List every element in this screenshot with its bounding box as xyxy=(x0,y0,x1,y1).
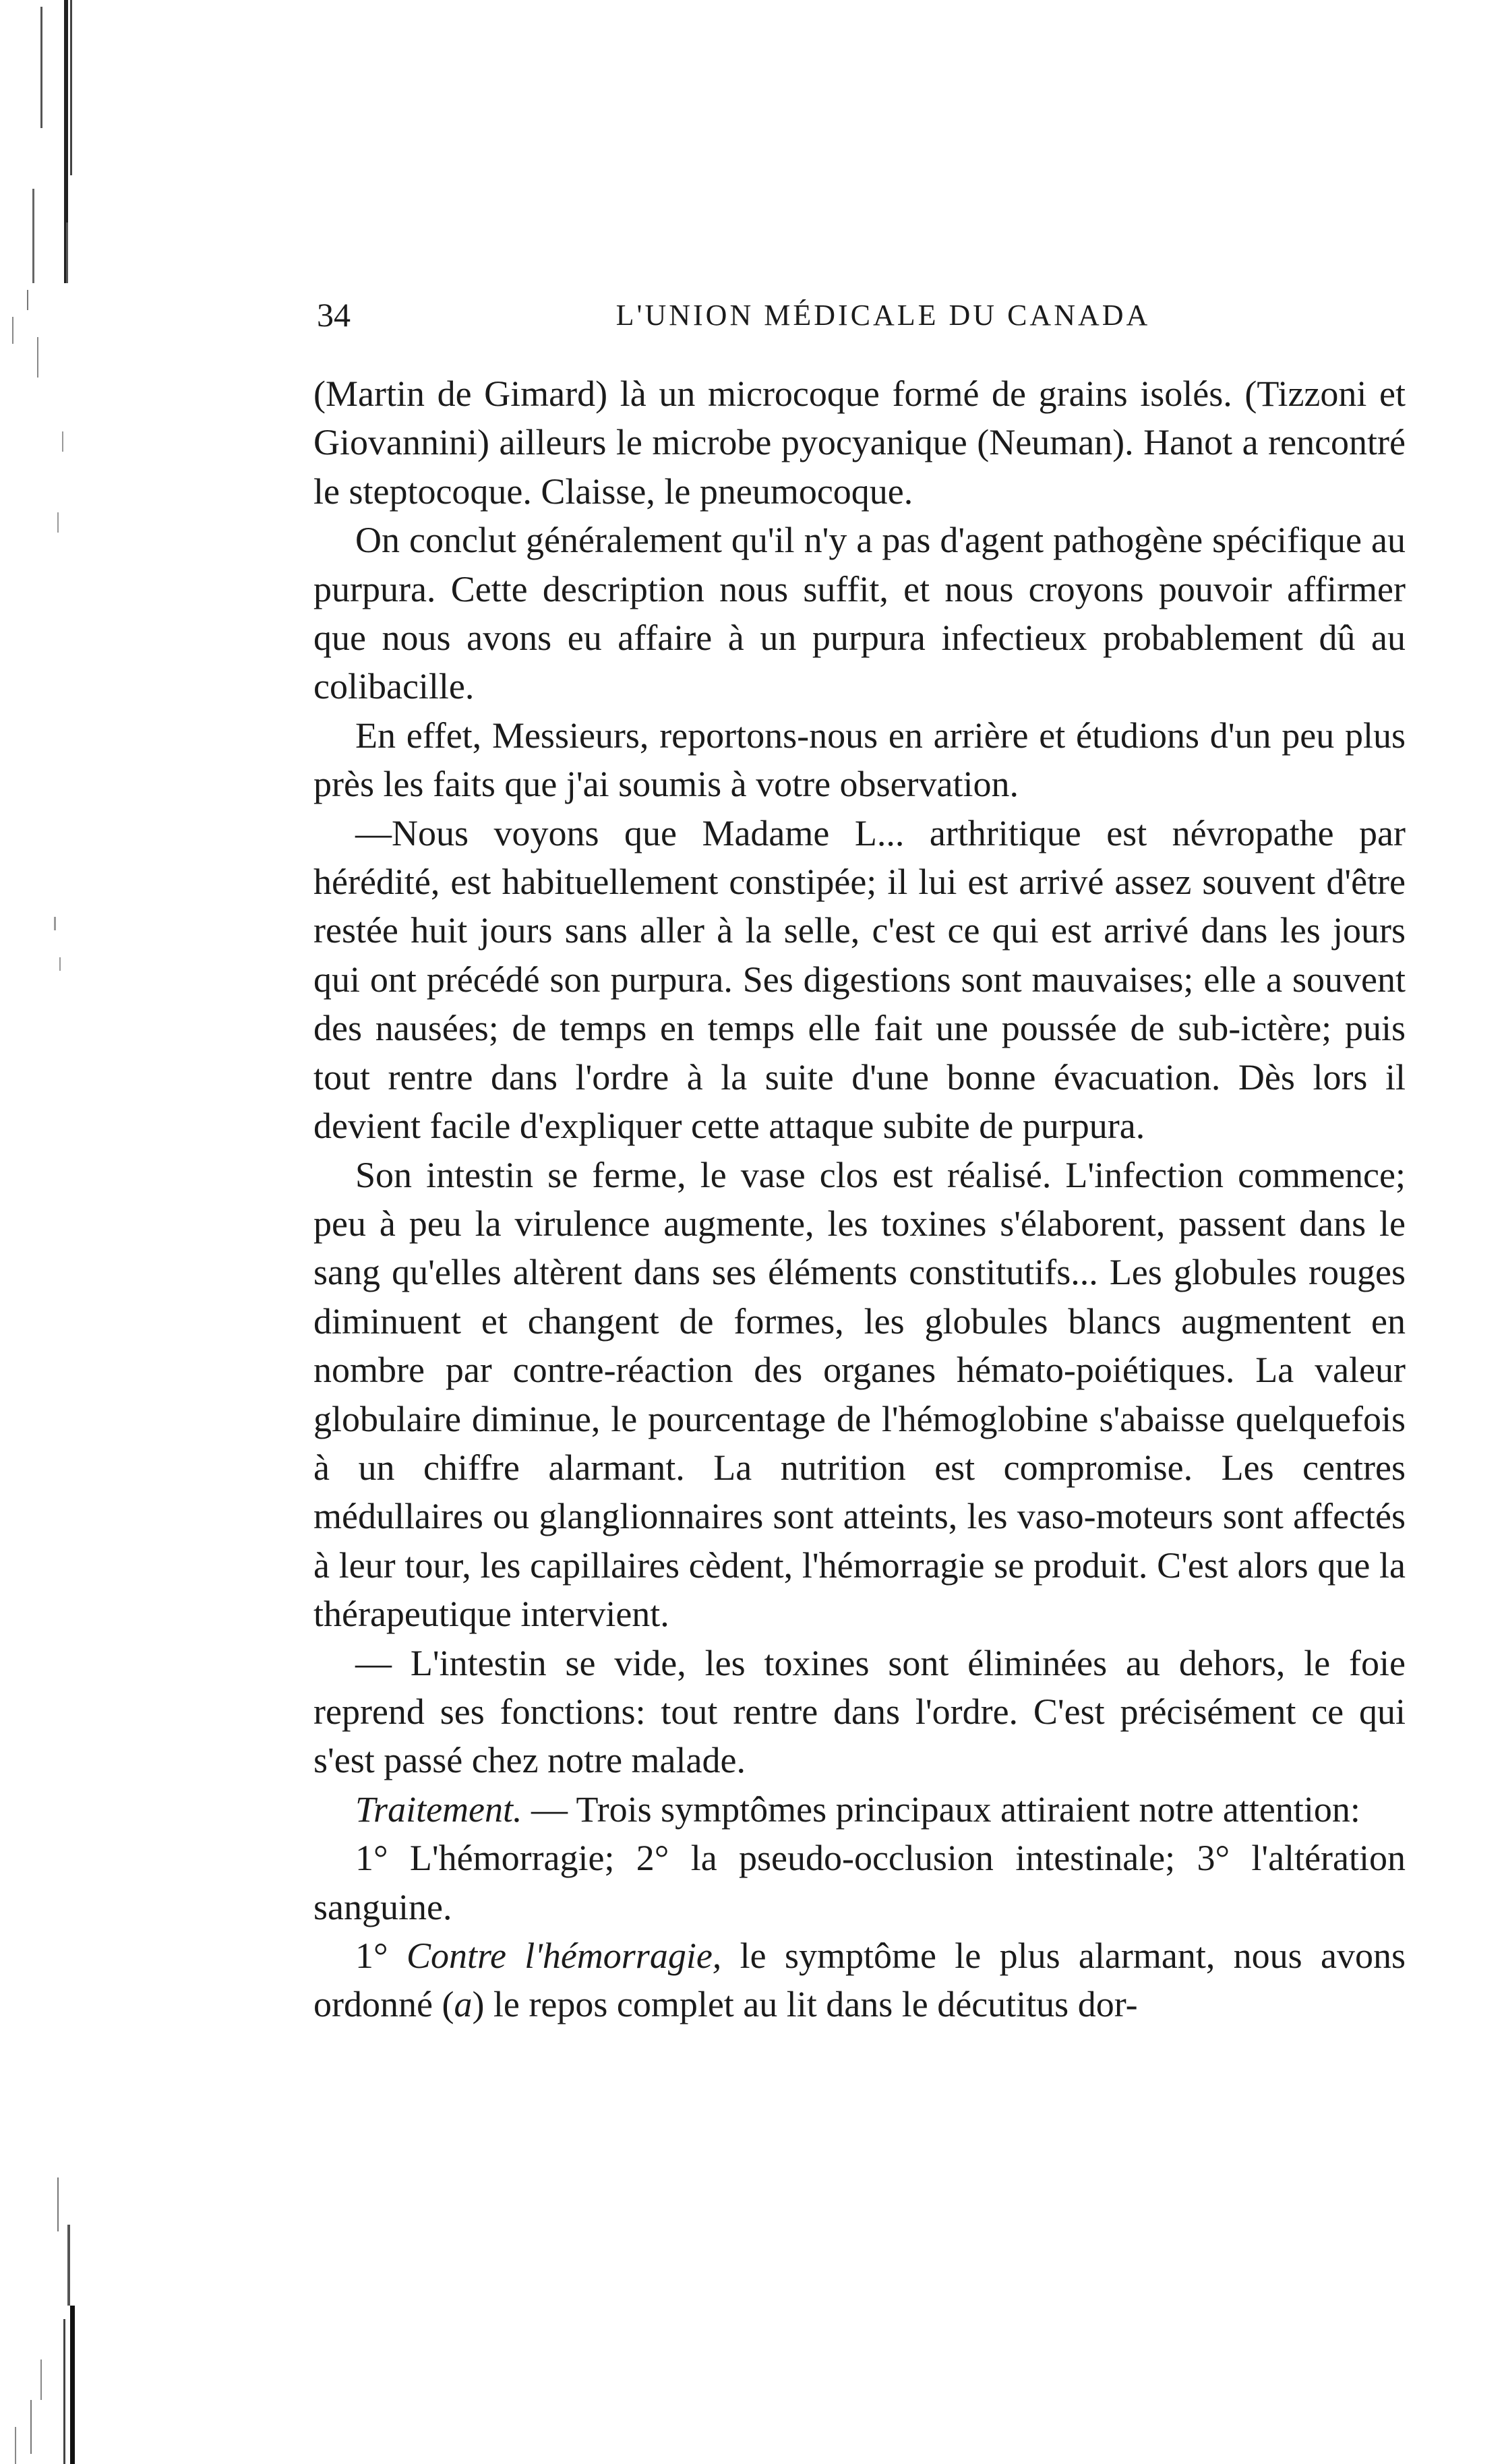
paragraph-text: le symptôme le plus alarmant, nous avons ordonné ( xyxy=(313,1935,1406,2025)
running-title: L'UNION MÉDICALE DU CANADA xyxy=(615,299,1151,332)
scan-margin-artifacts xyxy=(0,0,94,2464)
paragraph: (Martin de Gimard) là un microcoque formé de grains isolés. (Tizzoni et Giovannini) ailleurs le microbe pyocyanique (Neuman). Hanot a rencontré le steptocoque. Claisse, le pneumocoque. xyxy=(313,373,1406,512)
symptoms-list: 1° L'hémorragie; 2° la pseudo-occlusion intestinale; 3° l'altération sanguine. xyxy=(313,1838,1406,1927)
treatment-text: — Trois symptômes principaux attiraient notre attention: xyxy=(522,1789,1360,1830)
enumeration-number: 1° xyxy=(355,1935,407,1976)
page-number: 34 xyxy=(317,296,351,334)
paragraph: — L'intestin se vide, les toxines sont éliminées au dehors, le foie reprend ses fonctions: tout rentre dans l'ordre. C'est précisément ce qui s'est passé chez notre malade. xyxy=(313,1642,1406,1781)
paragraph: En effet, Messieurs, reportons-nous en arrière et étudions d'un peu plus près les faits que j'ai soumis à votre observation. xyxy=(313,715,1406,805)
scan-edge-marks xyxy=(0,0,94,2464)
paragraph: On conclut généralement qu'il n'y a pas d'agent pathogène spécifique au purpura. Cette description nous suffit, et nous croyons pouvoir affirmer que nous avons eu affaire à un purpura infectieux probablement dû au colibacille. xyxy=(313,520,1406,707)
article-body xyxy=(313,369,1406,2029)
treatment-paragraph xyxy=(313,1785,1406,1834)
paragraph: —Nous voyons que Madame L... arthritique est névropathe par hérédité, est habituellement constipée; il lui est arrivé assez souvent d'être restée huit jours sans aller à la selle, c'est ce qui est arrivé dans les jours qui ont précédé son purpura. Ses digestions sont mauvaises; elle a souvent des nausées; de temps en temps elle fait une poussée de sub-ictère; puis tout rentre dans l'ordre à la suite d'une bonne évacuation. Dès lors il devient facile d'expliquer cette attaque subite de purpura. xyxy=(313,812,1406,1147)
subsection-heading: Contre l'hémorragie, xyxy=(406,1935,722,1976)
paragraph: Son intestin se ferme, le vase clos est réalisé. L'infection commence; peu à peu la virulence augmente, les toxines s'élaborent, passent dans le sang qu'elles altèrent dans ses éléments constitutifs... Les globules rouges diminuent et changent de formes, les globules blancs augmentent en nombre par contre-réaction des organes hémato-poiétiques. La valeur globulaire diminue, le pourcentage de l'hémoglobine s'abaisse quelquefois à un chiffre alarmant. La nutrition est compromise. Les centres médullaires ou glanglionnaires sont atteints, les vaso-moteurs sont affectés à leur tour, les capillaires cèdent, l'hémorragie se produit. C'est alors que la thérapeutique intervient. xyxy=(313,1154,1406,1635)
treatment-heading: Traitement. xyxy=(355,1789,522,1830)
list-letter: a xyxy=(454,1984,473,2025)
paragraph-text-end: ) le repos complet au lit dans le décutitus dor- xyxy=(472,1984,1138,2025)
running-header xyxy=(317,295,1409,342)
last-paragraph xyxy=(313,1931,1406,2029)
